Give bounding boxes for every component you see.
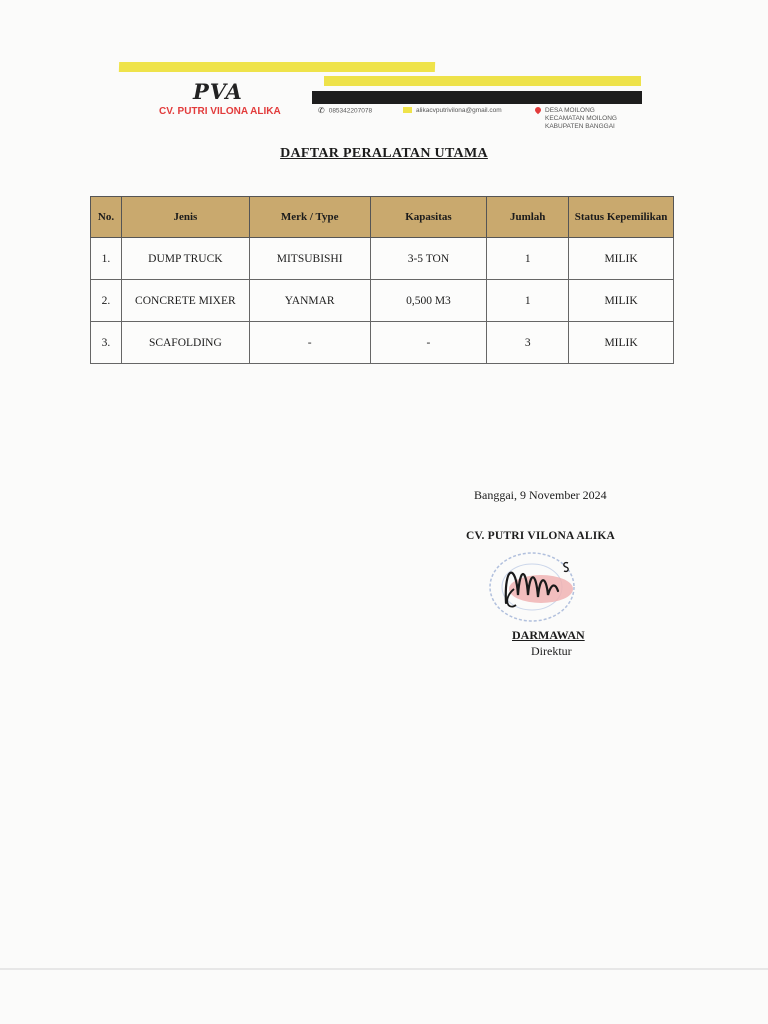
cell-kapasitas: - bbox=[370, 322, 487, 364]
equipment-table bbox=[90, 196, 674, 364]
header-status-kepemilikan: Status Kepemilikan bbox=[569, 197, 674, 238]
header-kapasitas: Kapasitas bbox=[370, 197, 487, 238]
letterhead-yellow-bar bbox=[324, 76, 641, 86]
cell-jumlah: 1 bbox=[487, 280, 569, 322]
cell-jumlah: 1 bbox=[487, 238, 569, 280]
cell-jumlah: 3 bbox=[487, 322, 569, 364]
cell-merk: MITSUBISHI bbox=[249, 238, 370, 280]
location-pin-icon bbox=[534, 106, 542, 114]
cell-jenis: SCAFOLDING bbox=[121, 322, 249, 364]
table-row bbox=[91, 280, 674, 322]
cell-no: 2. bbox=[91, 280, 122, 322]
company-logo: PVA bbox=[193, 79, 243, 104]
cell-kapasitas: 3-5 TON bbox=[370, 238, 487, 280]
header-jenis: Jenis bbox=[121, 197, 249, 238]
cell-no: 1. bbox=[91, 238, 122, 280]
signature-company: CV. PUTRI VILONA ALIKA bbox=[466, 530, 616, 542]
place-date: Banggai, 9 November 2024 bbox=[474, 488, 607, 502]
mail-icon bbox=[403, 107, 412, 113]
table-row bbox=[91, 238, 674, 280]
cell-status: MILIK bbox=[569, 238, 674, 280]
cell-merk: - bbox=[249, 322, 370, 364]
cell-jenis: DUMP TRUCK bbox=[121, 238, 249, 280]
signer-title: Direktur bbox=[531, 644, 572, 658]
document-title: DAFTAR PERALATAN UTAMA bbox=[280, 146, 488, 161]
signer-name: DARMAWAN bbox=[512, 628, 585, 642]
cell-kapasitas: 0,500 M3 bbox=[370, 280, 487, 322]
letterhead-company-name: CV. PUTRI VILONA ALIKA bbox=[159, 106, 281, 117]
cell-merk: YANMAR bbox=[249, 280, 370, 322]
cell-no: 3. bbox=[91, 322, 122, 364]
contact-phone: ✆ 085342207078 bbox=[318, 106, 373, 115]
letterhead-black-bar bbox=[312, 91, 642, 104]
header-no: No. bbox=[91, 197, 122, 238]
cell-status: MILIK bbox=[569, 280, 674, 322]
phone-icon: ✆ bbox=[318, 106, 325, 115]
table-header-row bbox=[91, 197, 674, 238]
company-stamp-signature bbox=[486, 545, 578, 625]
cell-jenis: CONCRETE MIXER bbox=[121, 280, 249, 322]
table-row bbox=[91, 322, 674, 364]
contact-email: alikacvputrivilona@gmail.com bbox=[403, 107, 502, 115]
letterhead-yellow-bar-top bbox=[119, 62, 435, 72]
page-edge-line bbox=[0, 968, 768, 970]
header-merk-type: Merk / Type bbox=[249, 197, 370, 238]
cell-status: MILIK bbox=[569, 322, 674, 364]
header-jumlah: Jumlah bbox=[487, 197, 569, 238]
contact-address: DESA MOILONG KECAMATAN MOILONG KABUPATEN BANGGAI bbox=[535, 107, 625, 131]
